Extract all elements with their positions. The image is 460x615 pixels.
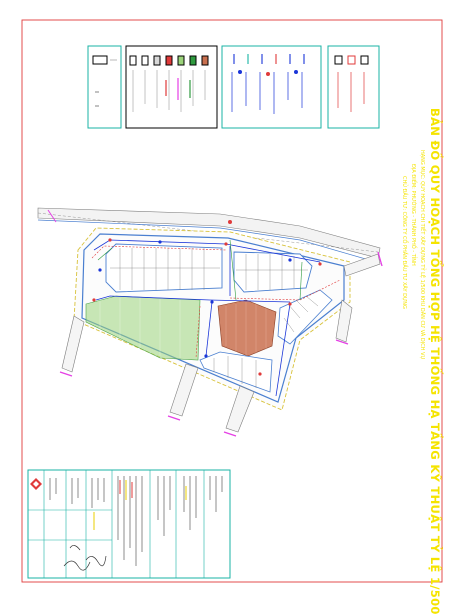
park-area (86, 296, 200, 360)
site-plan (38, 208, 382, 436)
plaza-area (218, 300, 276, 356)
drawing-title: BẢN ĐỒ QUY HOẠCH TỔNG HỢP HỆ THỐNG HẠ TẦNG KỸ THUẬT TỶ LỆ 1/500 (428, 108, 442, 615)
title-block (28, 470, 230, 578)
drawing-subtitle-1: HẠNG MỤC: QUY HOẠCH CHI TIẾT XÂY DỰNG TỶ LỆ 1/500 KHU DÂN CƯ VÀ DỊCH VỤ (419, 150, 425, 360)
legend-box-2 (126, 46, 217, 128)
drawing-subtitle-3: CHỦ ĐẦU TƯ: CÔNG TY CỔ PHẦN ĐẦU TƯ XÂY DỰNG (401, 176, 407, 309)
legend-box-4 (328, 46, 379, 128)
drawing-subtitle-2: ĐỊA ĐIỂM: PHƯỜNG - THÀNH PHỐ - TỈNH (410, 164, 416, 266)
residential-block-1 (106, 244, 222, 292)
legend-box-1 (88, 46, 121, 128)
legend-box-3 (222, 46, 321, 128)
